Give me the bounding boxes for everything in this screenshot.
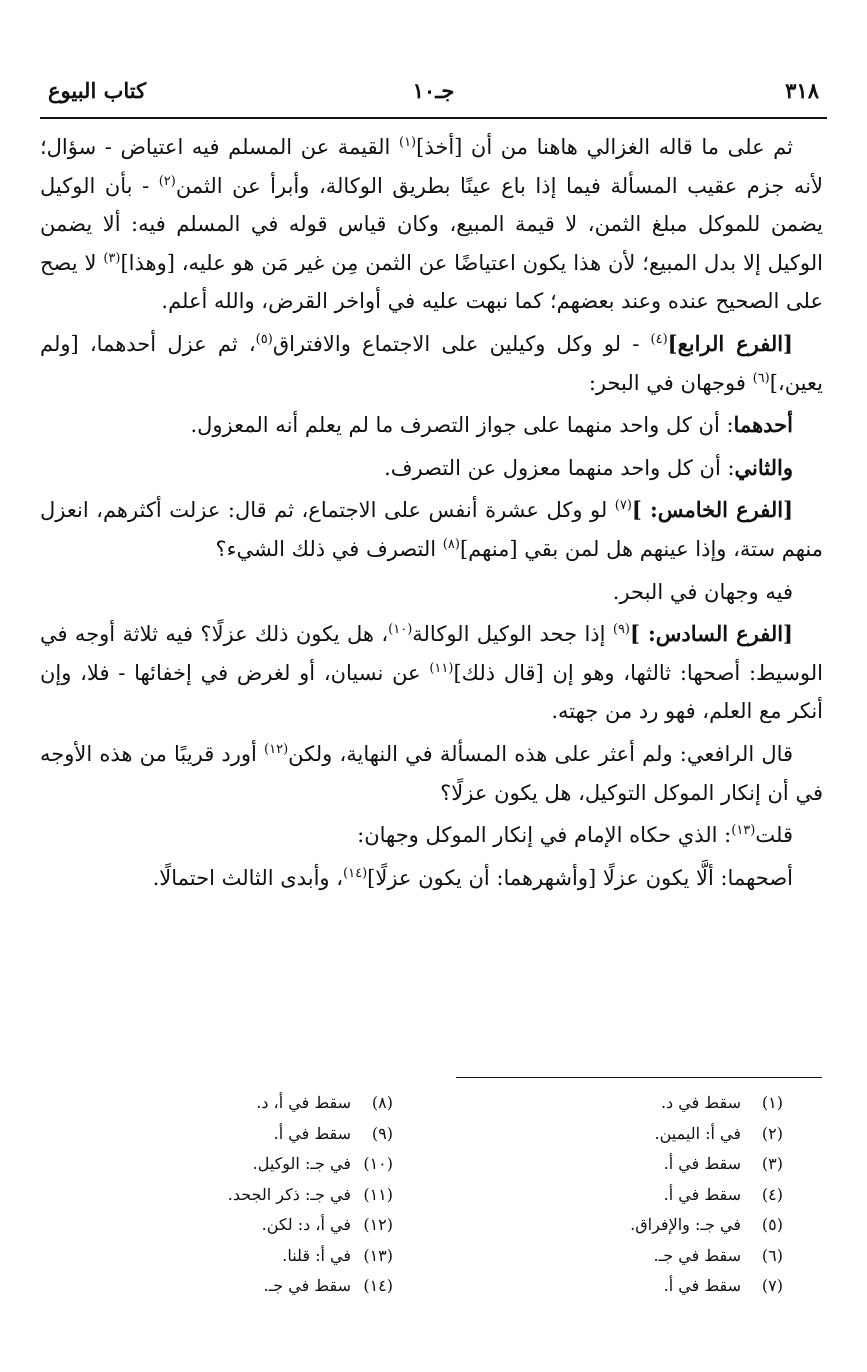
- term-label: والثاني: [734, 454, 793, 480]
- paragraph-text: أورد قريبًا من هذه الأوجه في أن إنكار الموكل التوكيل، هل يكون عزلًا؟: [40, 741, 823, 805]
- page-number: ٣١٨: [785, 78, 819, 103]
- paragraph-text: فوجهان في البحر:: [588, 370, 753, 395]
- section-heading: [الفرع السادس: ]: [630, 621, 793, 647]
- paragraph-text: ، ثم عزل أحدهما، [ولم يعين،]: [40, 331, 823, 395]
- paragraph: [40, 325, 823, 402]
- footnote-number: (٤): [761, 1184, 783, 1204]
- footnote-ref: (٤): [650, 331, 668, 347]
- footnote-ref: (١٠): [388, 622, 413, 638]
- footnote-number: (٧): [761, 1276, 783, 1295]
- footnote: [543, 1210, 783, 1241]
- footnote-text: في أ، د: لكن.: [261, 1215, 351, 1234]
- footnote: [543, 1180, 783, 1211]
- header-divider: [40, 117, 827, 119]
- footnote-ref: (١٣): [731, 823, 756, 839]
- footnote: [543, 1149, 783, 1180]
- book-title: كتاب البيوع: [48, 78, 147, 103]
- footnote-ref: (١١): [429, 660, 454, 676]
- main-text: [40, 128, 823, 901]
- footnote-text: في أ: اليمين.: [654, 1123, 741, 1143]
- footnote-text: في جـ: والإفراق.: [630, 1215, 741, 1234]
- paragraph: [40, 615, 823, 731]
- paragraph: [40, 816, 823, 855]
- footnote-text: سقط في أ.: [663, 1154, 741, 1173]
- footnote-number: (١١): [363, 1184, 393, 1204]
- footnote: [153, 1210, 393, 1241]
- footnote-text: سقط في جـ.: [653, 1245, 741, 1265]
- footnote-text: سقط في جـ.: [263, 1276, 351, 1295]
- footnote-number: (٩): [371, 1123, 393, 1143]
- paragraph-text: ثم على ما قاله الغزالي هاهنا من أن [أخذ]: [416, 135, 794, 159]
- paragraph-text: التصرف في ذلك الشيء؟: [215, 536, 443, 561]
- footnote-number: (٨): [371, 1093, 393, 1112]
- footnote: [153, 1271, 393, 1302]
- paragraph-text: : الذي حكاه الإمام في إنكار الموكل وجهان:: [357, 823, 732, 848]
- paragraph-text: ، وأبدى الثالث احتمالًا.: [152, 865, 344, 890]
- footnote-ref: (١٢): [264, 741, 289, 757]
- section-heading: [الفرع الرابع]: [667, 330, 793, 356]
- paragraph: [40, 735, 823, 812]
- footnote-ref: (٣): [103, 250, 121, 266]
- footnote: [543, 1271, 783, 1302]
- footnote-number: (٢): [761, 1123, 783, 1143]
- paragraph: [40, 491, 823, 568]
- footnote-text: سقط في أ.: [663, 1276, 741, 1295]
- page-header: [40, 72, 827, 112]
- footnote-number: (١): [761, 1093, 783, 1112]
- footnote-ref: (١٤): [343, 865, 368, 881]
- footnote: [543, 1241, 783, 1272]
- term-label: أحدهما: [733, 412, 793, 438]
- footnote-text: سقط في أ، د.: [256, 1093, 351, 1112]
- footnote-ref: (٨): [442, 536, 460, 552]
- paragraph-text: لا يصح على الصحيح عنده وعند بعضهم؛ كما نبهت عليه في أواخر القرض، والله أعلم.: [40, 250, 823, 314]
- footnotes-column-right: [543, 1088, 783, 1302]
- footnote-text: سقط في د.: [660, 1093, 741, 1112]
- footnote-text: سقط في أ.: [663, 1184, 741, 1204]
- footnote: [543, 1088, 783, 1119]
- paragraph: [40, 573, 823, 612]
- footnote-ref: (٢): [158, 173, 176, 189]
- footnote: [153, 1241, 393, 1272]
- footnote: [153, 1180, 393, 1211]
- footnote: [153, 1088, 393, 1119]
- paragraph-text: : أن كل واحد منهما على جواز التصرف ما لم يعلم أنه المعزول.: [190, 413, 734, 438]
- footnote-text: سقط في أ.: [273, 1123, 351, 1143]
- paragraph-text: ، هل يكون ذلك عزلًا؟ فيه ثلاثة أوجه في الوسيط: أصحها: ثالثها، وهو إن [قال ذلك]: [40, 622, 824, 685]
- footnote-ref: (١): [398, 135, 417, 150]
- footnote-number: (٣): [761, 1154, 783, 1173]
- footnote-text: في جـ: ذكر الجحد.: [227, 1184, 351, 1204]
- footnote-ref: (٦): [752, 370, 770, 386]
- footnote-ref: (٥): [255, 331, 273, 347]
- paragraph-text: عن نسيان، أو لغرض في إخفائها - فلا، وإن أنكر مع العلم، فهو رد من جهته.: [40, 660, 823, 724]
- footnote: [153, 1119, 393, 1150]
- footnote-ref: (٩): [612, 622, 630, 638]
- paragraph-text: : أن كل واحد منهما معزول عن التصرف.: [384, 455, 735, 480]
- footnote-ref: (٧): [614, 498, 632, 514]
- section-heading: [الفرع الخامس: ]: [631, 497, 794, 523]
- footnote: [543, 1119, 783, 1150]
- paragraph-text: القيمة عن المسلم فيه اعتياض - سؤال؛ لأنه جزم عقيب المسألة فيما إذا باع عينًا بطريق الوكالة، وأبرأ عن الثمن: [40, 135, 823, 198]
- paragraph-text: - لو وكل وكيلين على الاجتماع والافتراق: [272, 331, 651, 356]
- volume-label: جـ١٠: [412, 78, 455, 103]
- footnote-number: (١٣): [363, 1245, 393, 1265]
- footnote-number: (١٠): [363, 1154, 393, 1173]
- paragraph-text: قال الرافعي: ولم أعثر على هذه المسألة في النهاية، ولكن: [288, 741, 794, 766]
- footnote-divider: [456, 1077, 822, 1078]
- paragraph-text: فيه وجهان في البحر.: [612, 579, 793, 604]
- footnote-number: (٦): [761, 1245, 783, 1265]
- paragraph: [40, 449, 823, 488]
- paragraph-text: قلت: [755, 823, 793, 848]
- paragraph-text: - بأن الوكيل يضمن للموكل مبلغ الثمن، لا قيمة المبيع، وكان قياس قوله في المسلم فيه: ألا يضمن الوكيل إلا بدل المبيع؛ لأن هذا يكون اعتياضًا عن الثمن مِن غير مَن هو عليه، [وهذا]: [40, 173, 823, 275]
- footnote-number: (١٤): [363, 1276, 393, 1295]
- footnote-number: (٥): [761, 1215, 783, 1234]
- paragraph-text: لو وكل عشرة أنفس على الاجتماع، ثم قال: عزلت أكثرهم، انعزل منهم ستة، وإذا عينهم هل لمن بقي [منهم]: [40, 498, 823, 561]
- paragraph-text: إذا جحد الوكيل الوكالة: [412, 622, 613, 647]
- paragraph-text: أصحهما: ألَّا يكون عزلًا [وأشهرهما: أن يكون عزلًا]: [367, 865, 793, 890]
- footnote-text: في أ: قلنا.: [282, 1245, 351, 1265]
- paragraph: [40, 859, 823, 898]
- footnote-text: في جـ: الوكيل.: [252, 1154, 351, 1173]
- paragraph: [40, 406, 823, 445]
- footnotes-column-left: [153, 1088, 393, 1302]
- footnote-number: (١٢): [363, 1215, 393, 1234]
- footnote: [153, 1149, 393, 1180]
- paragraph: [40, 128, 823, 321]
